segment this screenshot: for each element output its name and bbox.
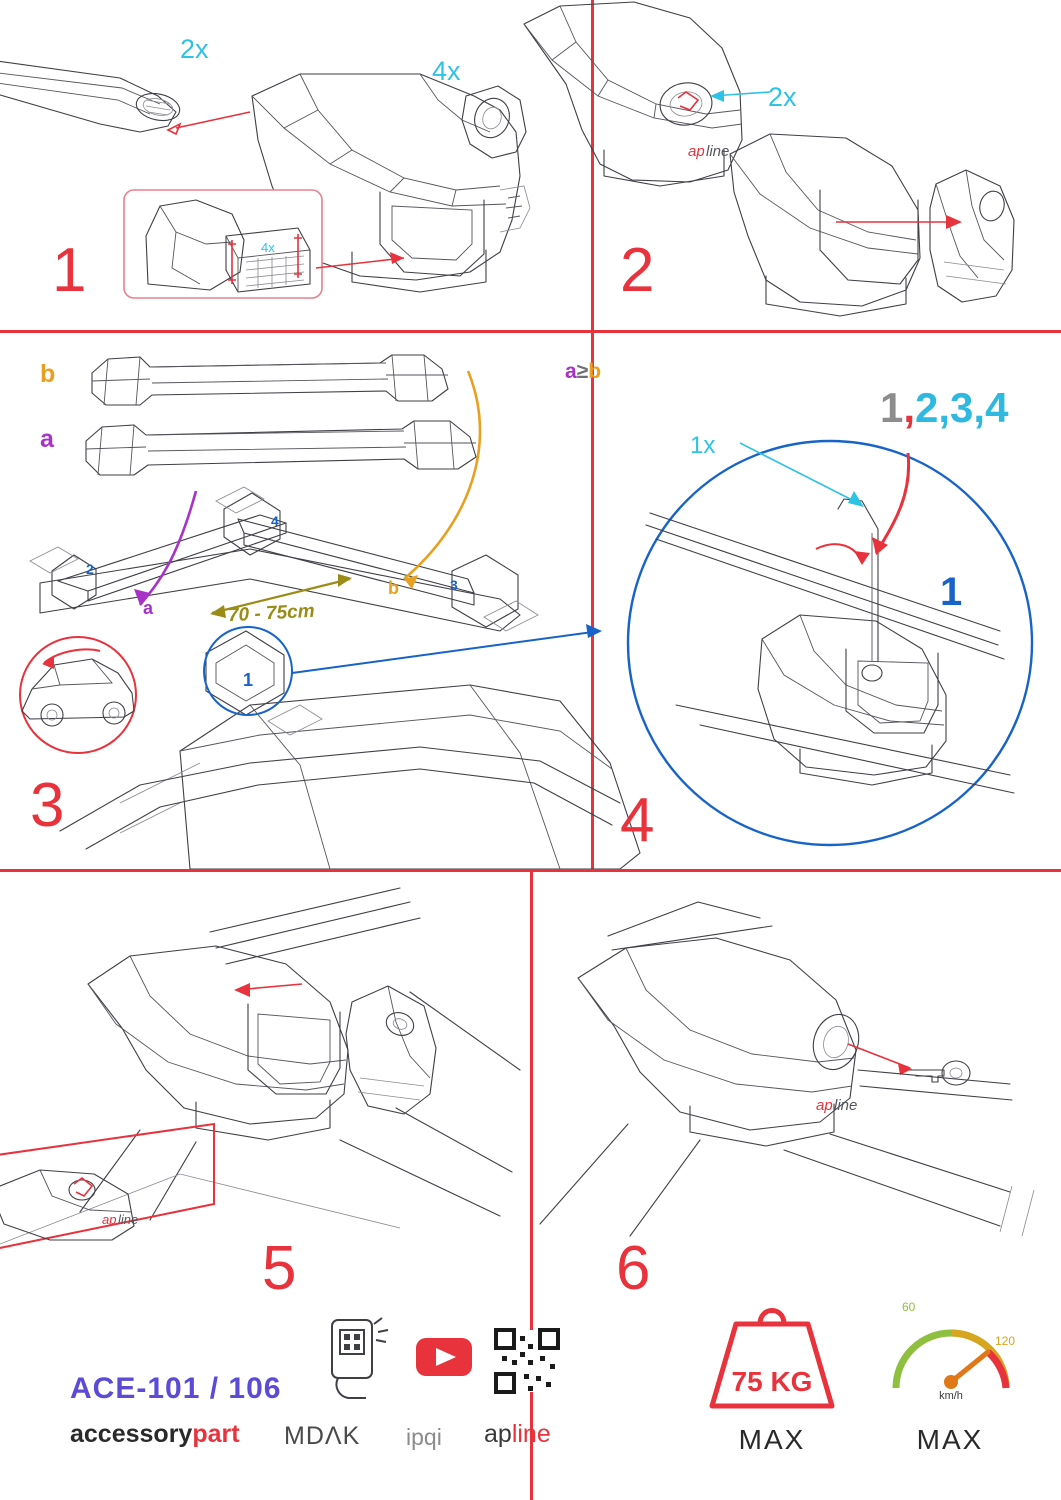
condition-b: b xyxy=(588,360,602,383)
svg-text:ap: ap xyxy=(102,1212,117,1227)
step5-drawing xyxy=(0,888,520,1250)
svg-text:line: line xyxy=(834,1097,858,1114)
brand-apline-part2: line xyxy=(511,1420,551,1448)
label-curve-a: a xyxy=(143,598,154,618)
qty-label-pad: 4x xyxy=(261,240,275,255)
qty-label-rail: 2x xyxy=(180,34,209,64)
position-label-1: 1 xyxy=(243,670,254,690)
turn-order-label: 1 xyxy=(940,570,963,614)
step-number-6: 6 xyxy=(616,1234,652,1303)
svg-text:ap: ap xyxy=(688,143,705,160)
position-label-3: 3 xyxy=(450,577,458,593)
arrow-b-curve xyxy=(404,371,480,579)
brand-accessorypart-part2: part xyxy=(192,1420,240,1448)
arrow-a-curve xyxy=(140,491,196,605)
step4-detail-drawing xyxy=(646,443,1014,793)
qr-code-icon[interactable] xyxy=(496,1330,558,1392)
step-number-5: 5 xyxy=(262,1234,298,1303)
key-drawing xyxy=(904,1061,970,1085)
label-bar-a: a xyxy=(40,425,54,453)
brand-mdak: MDΛK xyxy=(284,1422,361,1450)
max-load-value: 75 KG xyxy=(731,1366,813,1397)
max-load-caption: MAX xyxy=(738,1424,806,1455)
step-number-2: 2 xyxy=(620,236,656,305)
brand-ipqi: ipqi xyxy=(406,1424,442,1450)
crossbar-a-drawing xyxy=(86,421,476,475)
qr-scan-icon[interactable] xyxy=(332,1318,388,1398)
sequence-comma: , xyxy=(903,384,916,431)
crossbar-end-drawing xyxy=(0,60,182,132)
sequence-first: 1 xyxy=(880,384,904,431)
rubber-pad-inset xyxy=(124,190,322,298)
step-1-2-illustration xyxy=(0,0,1061,332)
svg-text:line: line xyxy=(706,143,730,160)
qty-label-foot: 4x xyxy=(432,56,461,86)
product-code: ACE-101 / 106 xyxy=(70,1372,282,1405)
brand-apline-part1: ap xyxy=(484,1420,512,1448)
step4-detail-circle xyxy=(628,441,1032,845)
arrow-to-detail xyxy=(292,631,600,673)
car-roof-drawing xyxy=(40,549,640,869)
brand-accessorypart-part1: accessory xyxy=(70,1420,193,1448)
step-number-1: 1 xyxy=(52,236,88,305)
youtube-icon[interactable] xyxy=(416,1338,472,1376)
label-dimension: 70 - 75cm xyxy=(227,600,316,627)
tightening-sequence xyxy=(880,384,1008,432)
step6-drawing xyxy=(540,902,1034,1236)
position-label-2: 2 xyxy=(86,561,94,577)
step2-endcap-exploded xyxy=(730,134,1014,316)
brand-accessorypart xyxy=(70,1420,240,1449)
qty-label-lock: 2x xyxy=(768,82,797,112)
label-curve-b: b xyxy=(388,578,399,598)
step-number-4: 4 xyxy=(620,786,656,855)
condition-a: a xyxy=(565,360,577,383)
svg-text:ap: ap xyxy=(816,1097,833,1114)
qty-label-key: 1x xyxy=(690,432,716,459)
max-load-icon xyxy=(692,1296,852,1416)
label-bar-b: b xyxy=(40,360,56,388)
crossbar-b-drawing xyxy=(92,355,448,405)
speed-unit-label: km/h xyxy=(939,1390,963,1402)
svg-text:line: line xyxy=(118,1212,139,1227)
sequence-rest: 2,3,4 xyxy=(915,384,1009,431)
max-speed-caption: MAX xyxy=(916,1424,984,1455)
step-number-3: 3 xyxy=(30,771,66,840)
callout-line-pad xyxy=(316,258,404,268)
position-label-4: 4 xyxy=(271,513,279,529)
speed-max-tick: 120 xyxy=(995,1334,1016,1348)
brand-apline xyxy=(484,1420,551,1449)
step2-foot-lock-drawing xyxy=(524,2,742,186)
speed-min-tick: 60 xyxy=(902,1300,916,1314)
footer-icon-group xyxy=(316,1316,576,1406)
car-side-thumbnail xyxy=(20,637,136,753)
callout-line-rail xyxy=(176,112,250,128)
label-condition-a-ge-b xyxy=(565,360,601,384)
step-5-6-illustration xyxy=(0,872,1061,1272)
condition-operator: ≥ xyxy=(576,360,589,383)
